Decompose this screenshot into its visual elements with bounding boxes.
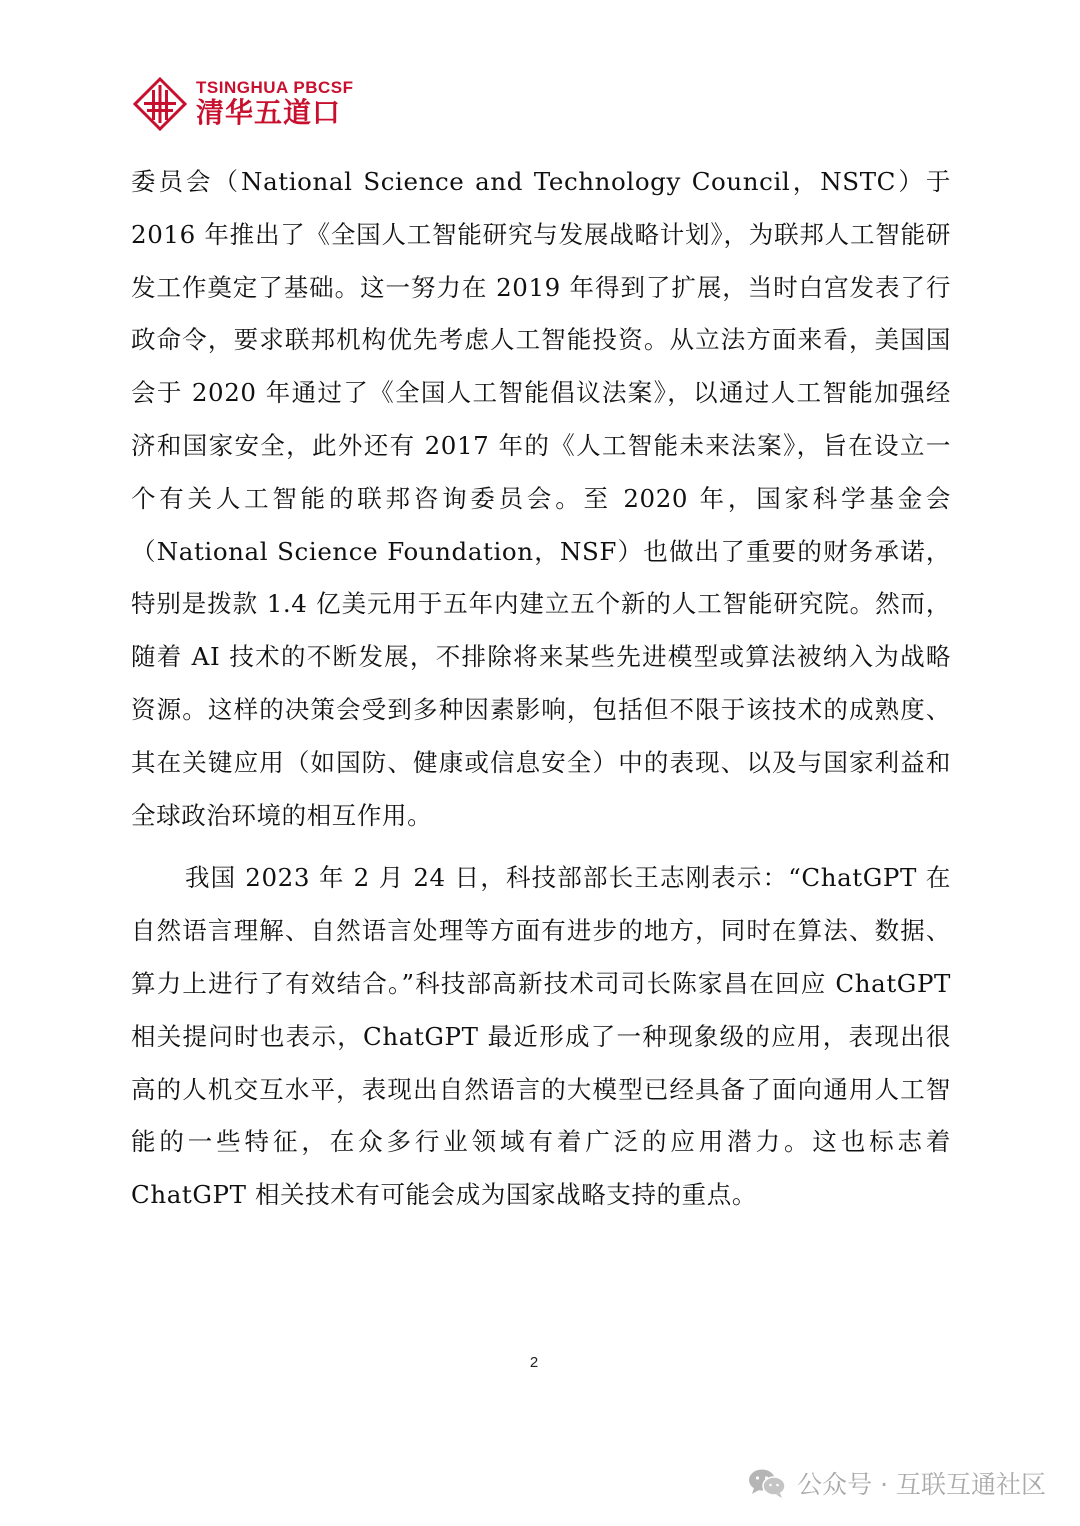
watermark bbox=[747, 1465, 1046, 1501]
header-logo bbox=[132, 76, 354, 132]
logo-english-name: TSINGHUA PBCSF bbox=[196, 78, 354, 97]
logo-text bbox=[196, 79, 354, 129]
paragraph-2: 我国 2023 年 2 月 24 日，科技部部长王志刚表示：“ChatGPT 在自然语言理解、自然语言处理等方面有进步的地方，同时在算法、数据、算力上进行了有效结合。”科技部高新技术司司长陈家昌在回应 ChatGPT 相关提问时也表示，ChatGPT 最近形成了一种现象级的应用，表现出很高的人机交互水平，表现出自然语言的大模型已经具备了面向通用人工智能的一些特征，在众多行业领域有着广泛的应用潜力。这也标志着 ChatGPT 相关技术有可能会成为国家战略支持的重点。 bbox=[131, 863, 951, 1210]
page-number: 2 bbox=[529, 1354, 539, 1371]
logo-chinese-name: 清华五道口 bbox=[196, 96, 342, 129]
wechat-icon bbox=[747, 1467, 787, 1499]
body-content bbox=[131, 156, 951, 1222]
tsinghua-pbcsf-logo-icon bbox=[132, 76, 188, 132]
paragraph-1: 委员会（National Science and Technology Council，NSTC）于 2016 年推出了《全国人工智能研究与发展战略计划》，为联邦人工智能研发工作奠定了基础。这一努力在 2019 年得到了扩展，当时白宫发表了行政命令，要求联邦机构优先考虑人工智能投资。从立法方面来看，美国国会于 2020 年通过了《全国人工智能倡议法案》，以通过人工智能加强经济和国家安全，此外还有 2017 年的《人工智能未来法案》，旨在设立一个有关人工智能的联邦咨询委员会。至 2020 年，国家科学基金会（National Science Foundation，NSF）也做出了重要的财务承诺，特别是拨款 1.4 亿美元用于五年内建立五个新的人工智能研究院。然而，随着 AI 技术的不断发展，不排除将来某些先进模型或算法被纳入为战略资源。这样的决策会受到多种因素影响，包括但不限于该技术的成熟度、其在关键应用（如国防、健康或信息安全）中的表现、以及与国家利益和全球政治环境的相互作用。 bbox=[131, 167, 951, 830]
watermark-text: 公众号 · 互联互通社区 bbox=[797, 1470, 1046, 1499]
